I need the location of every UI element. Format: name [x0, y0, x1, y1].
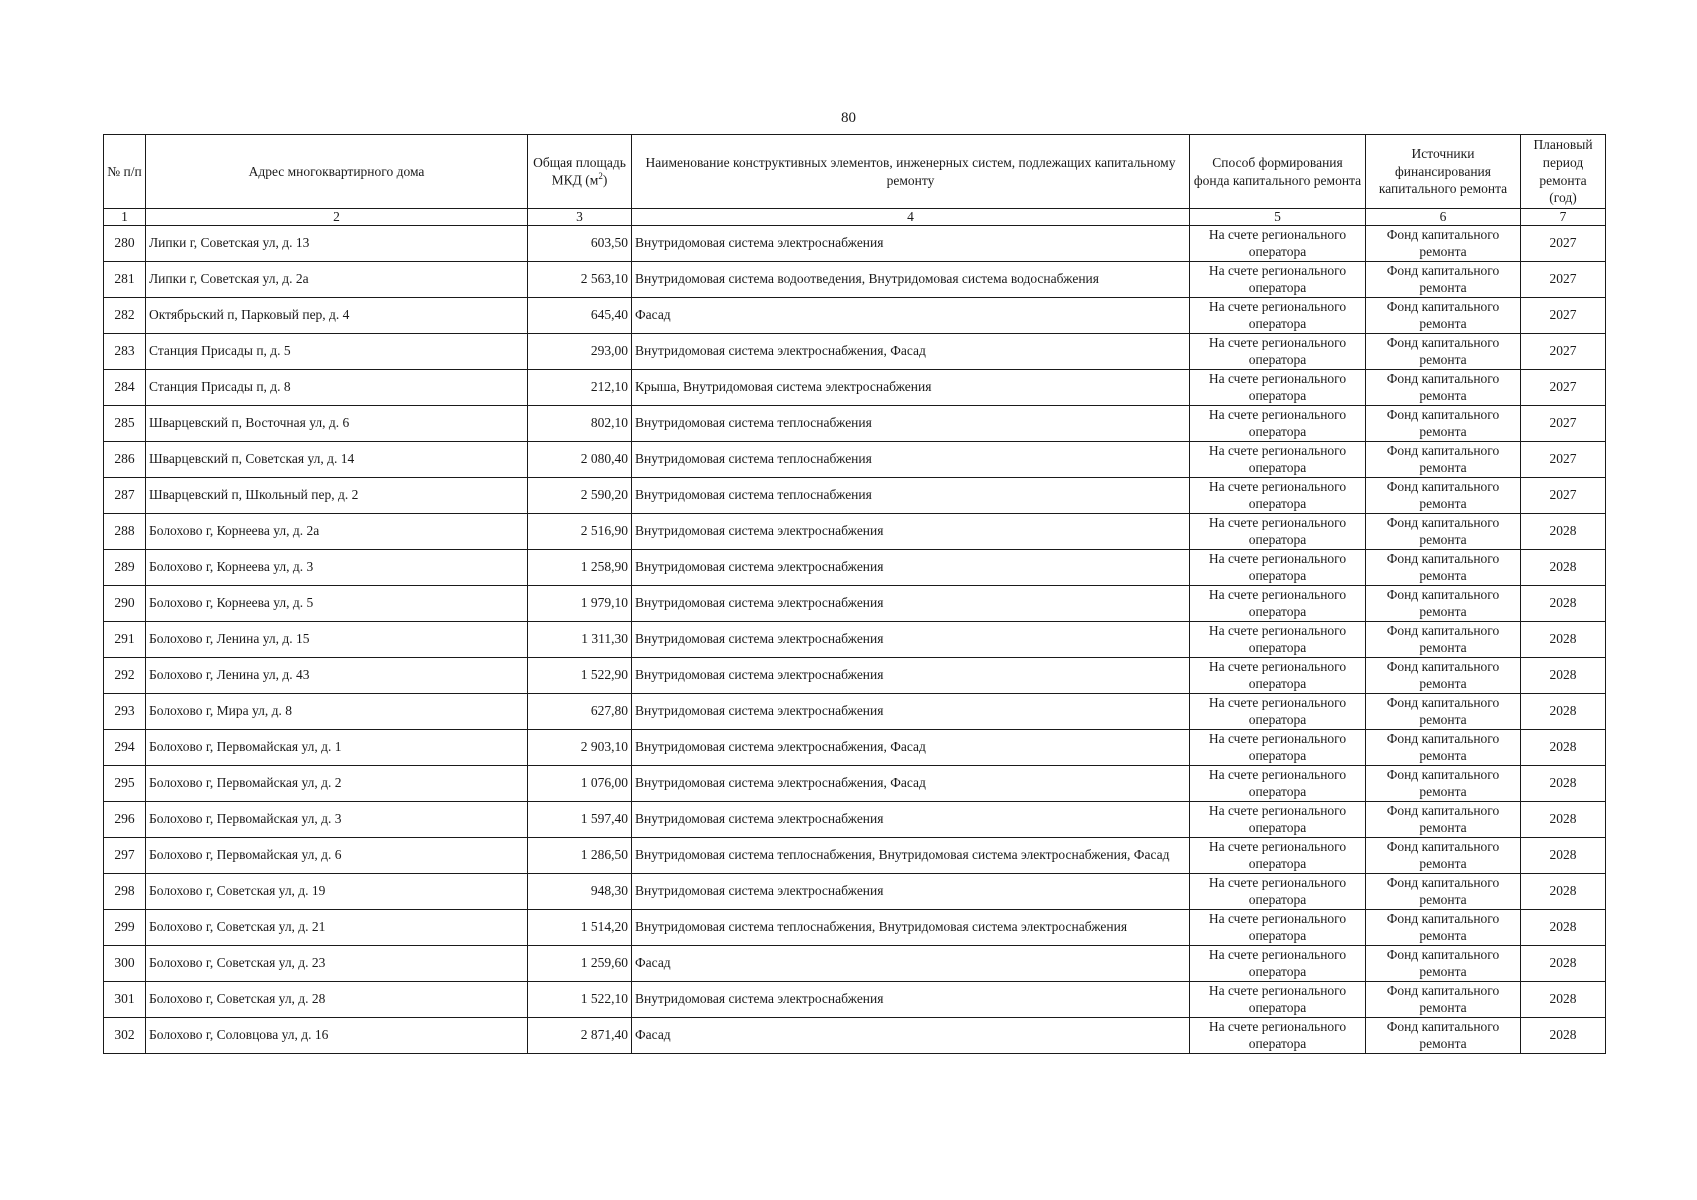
- source-cell: Фонд капитального ремонта: [1366, 478, 1521, 514]
- source-cell: Фонд капитального ремонта: [1366, 838, 1521, 874]
- address-cell: Болохово г, Советская ул, д. 23: [146, 946, 528, 982]
- elements-cell: Внутридомовая система электроснабжения: [632, 622, 1190, 658]
- elements-cell: Внутридомовая система электроснабжения, Фасад: [632, 730, 1190, 766]
- year-cell: 2028: [1521, 1018, 1606, 1054]
- address-cell: Болохово г, Первомайская ул, д. 1: [146, 730, 528, 766]
- method-cell: На счете регионального оператора: [1190, 946, 1366, 982]
- row-number: 288: [104, 514, 146, 550]
- method-cell: На счете регионального оператора: [1190, 550, 1366, 586]
- address-cell: Болохово г, Первомайская ул, д. 2: [146, 766, 528, 802]
- method-cell: На счете регионального оператора: [1190, 334, 1366, 370]
- year-cell: 2027: [1521, 478, 1606, 514]
- address-cell: Болохово г, Корнеева ул, д. 2а: [146, 514, 528, 550]
- repair-registry-table: [103, 134, 1606, 1054]
- source-cell: Фонд капитального ремонта: [1366, 1018, 1521, 1054]
- address-cell: Октябрьский п, Парковый пер, д. 4: [146, 298, 528, 334]
- source-cell: Фонд капитального ремонта: [1366, 406, 1521, 442]
- column-number: 4: [632, 209, 1190, 226]
- table-row: [104, 478, 1606, 514]
- area-cell: 293,00: [528, 334, 632, 370]
- table-row: [104, 586, 1606, 622]
- area-cell: 2 080,40: [528, 442, 632, 478]
- header-area-sup: 2: [598, 171, 603, 182]
- row-number: 289: [104, 550, 146, 586]
- year-cell: 2028: [1521, 622, 1606, 658]
- method-cell: На счете регионального оператора: [1190, 622, 1366, 658]
- table-row: [104, 1018, 1606, 1054]
- year-cell: 2027: [1521, 262, 1606, 298]
- row-number: 292: [104, 658, 146, 694]
- source-cell: Фонд капитального ремонта: [1366, 694, 1521, 730]
- row-number: 296: [104, 802, 146, 838]
- table-row: [104, 622, 1606, 658]
- header-year: Плановый период ремонта (год): [1521, 135, 1606, 209]
- table-row: [104, 946, 1606, 982]
- elements-cell: Внутридомовая система теплоснабжения: [632, 406, 1190, 442]
- table-row: [104, 262, 1606, 298]
- address-cell: Станция Присады п, д. 5: [146, 334, 528, 370]
- area-cell: 802,10: [528, 406, 632, 442]
- year-cell: 2028: [1521, 658, 1606, 694]
- source-cell: Фонд капитального ремонта: [1366, 442, 1521, 478]
- header-elements: Наименование конструктивных элементов, инженерных систем, подлежащих капитальному ремонту: [632, 135, 1190, 209]
- elements-cell: Внутридомовая система электроснабжения: [632, 694, 1190, 730]
- header-area-text: Общая площадь МКД (м: [533, 154, 626, 188]
- area-cell: 2 590,20: [528, 478, 632, 514]
- column-number: 2: [146, 209, 528, 226]
- address-cell: Болохово г, Первомайская ул, д. 6: [146, 838, 528, 874]
- column-number: 1: [104, 209, 146, 226]
- source-cell: Фонд капитального ремонта: [1366, 802, 1521, 838]
- method-cell: На счете регионального оператора: [1190, 766, 1366, 802]
- method-cell: На счете регионального оператора: [1190, 838, 1366, 874]
- method-cell: На счете регионального оператора: [1190, 694, 1366, 730]
- source-cell: Фонд капитального ремонта: [1366, 262, 1521, 298]
- table-row: [104, 226, 1606, 262]
- source-cell: Фонд капитального ремонта: [1366, 514, 1521, 550]
- method-cell: На счете регионального оператора: [1190, 730, 1366, 766]
- elements-cell: Фасад: [632, 1018, 1190, 1054]
- source-cell: Фонд капитального ремонта: [1366, 730, 1521, 766]
- area-cell: 1 258,90: [528, 550, 632, 586]
- year-cell: 2027: [1521, 298, 1606, 334]
- source-cell: Фонд капитального ремонта: [1366, 982, 1521, 1018]
- header-source: Источники финансирования капитального ремонта: [1366, 135, 1521, 209]
- elements-cell: Внутридомовая система теплоснабжения, Внутридомовая система электроснабжения, Фасад: [632, 838, 1190, 874]
- address-cell: Болохово г, Мира ул, д. 8: [146, 694, 528, 730]
- page-number: 80: [841, 110, 856, 126]
- elements-cell: Внутридомовая система электроснабжения: [632, 802, 1190, 838]
- address-cell: Липки г, Советская ул, д. 2а: [146, 262, 528, 298]
- table-row: [104, 334, 1606, 370]
- address-cell: Шварцевский п, Восточная ул, д. 6: [146, 406, 528, 442]
- source-cell: Фонд капитального ремонта: [1366, 622, 1521, 658]
- column-number: 5: [1190, 209, 1366, 226]
- table-row: [104, 550, 1606, 586]
- year-cell: 2028: [1521, 766, 1606, 802]
- method-cell: На счете регионального оператора: [1190, 514, 1366, 550]
- year-cell: 2027: [1521, 442, 1606, 478]
- address-cell: Болохово г, Корнеева ул, д. 3: [146, 550, 528, 586]
- elements-cell: Внутридомовая система электроснабжения: [632, 226, 1190, 262]
- header-area-close: ): [602, 172, 608, 188]
- elements-cell: Внутридомовая система теплоснабжения: [632, 442, 1190, 478]
- area-cell: 1 522,10: [528, 982, 632, 1018]
- area-cell: 2 903,10: [528, 730, 632, 766]
- area-cell: 627,80: [528, 694, 632, 730]
- year-cell: 2028: [1521, 802, 1606, 838]
- year-cell: 2028: [1521, 586, 1606, 622]
- area-cell: 1 597,40: [528, 802, 632, 838]
- header-address: Адрес многоквартирного дома: [146, 135, 528, 209]
- year-cell: 2028: [1521, 874, 1606, 910]
- table-row: [104, 442, 1606, 478]
- area-cell: 2 563,10: [528, 262, 632, 298]
- table-row: [104, 370, 1606, 406]
- row-number: 295: [104, 766, 146, 802]
- source-cell: Фонд капитального ремонта: [1366, 298, 1521, 334]
- area-cell: 1 259,60: [528, 946, 632, 982]
- row-number: 302: [104, 1018, 146, 1054]
- year-cell: 2028: [1521, 946, 1606, 982]
- source-cell: Фонд капитального ремонта: [1366, 370, 1521, 406]
- column-number-row: [104, 209, 1606, 226]
- area-cell: 1 286,50: [528, 838, 632, 874]
- row-number: 293: [104, 694, 146, 730]
- table-row: [104, 982, 1606, 1018]
- elements-cell: Внутридомовая система электроснабжения: [632, 874, 1190, 910]
- source-cell: Фонд капитального ремонта: [1366, 334, 1521, 370]
- row-number: 301: [104, 982, 146, 1018]
- row-number: 287: [104, 478, 146, 514]
- year-cell: 2027: [1521, 370, 1606, 406]
- method-cell: На счете регионального оператора: [1190, 406, 1366, 442]
- address-cell: Болохово г, Соловцова ул, д. 16: [146, 1018, 528, 1054]
- address-cell: Болохово г, Советская ул, д. 19: [146, 874, 528, 910]
- header-area: [528, 135, 632, 209]
- area-cell: 603,50: [528, 226, 632, 262]
- area-cell: 2 871,40: [528, 1018, 632, 1054]
- area-cell: 1 311,30: [528, 622, 632, 658]
- year-cell: 2028: [1521, 514, 1606, 550]
- elements-cell: Внутридомовая система водоотведения, Внутридомовая система водоснабжения: [632, 262, 1190, 298]
- method-cell: На счете регионального оператора: [1190, 802, 1366, 838]
- address-cell: Шварцевский п, Школьный пер, д. 2: [146, 478, 528, 514]
- column-number: 6: [1366, 209, 1521, 226]
- source-cell: Фонд капитального ремонта: [1366, 766, 1521, 802]
- elements-cell: Внутридомовая система теплоснабжения, Внутридомовая система электроснабжения: [632, 910, 1190, 946]
- address-cell: Липки г, Советская ул, д. 13: [146, 226, 528, 262]
- address-cell: Болохово г, Советская ул, д. 28: [146, 982, 528, 1018]
- elements-cell: Внутридомовая система электроснабжения, Фасад: [632, 334, 1190, 370]
- year-cell: 2028: [1521, 730, 1606, 766]
- row-number: 291: [104, 622, 146, 658]
- elements-cell: Крыша, Внутридомовая система электроснабжения: [632, 370, 1190, 406]
- table-row: [104, 658, 1606, 694]
- method-cell: На счете регионального оператора: [1190, 586, 1366, 622]
- method-cell: На счете регионального оператора: [1190, 298, 1366, 334]
- row-number: 281: [104, 262, 146, 298]
- method-cell: На счете регионального оператора: [1190, 478, 1366, 514]
- table-row: [104, 694, 1606, 730]
- address-cell: Болохово г, Корнеева ул, д. 5: [146, 586, 528, 622]
- area-cell: 645,40: [528, 298, 632, 334]
- method-cell: На счете регионального оператора: [1190, 442, 1366, 478]
- year-cell: 2027: [1521, 334, 1606, 370]
- source-cell: Фонд капитального ремонта: [1366, 874, 1521, 910]
- column-number: 3: [528, 209, 632, 226]
- address-cell: Станция Присады п, д. 8: [146, 370, 528, 406]
- row-number: 298: [104, 874, 146, 910]
- header-num: № п/п: [104, 135, 146, 209]
- source-cell: Фонд капитального ремонта: [1366, 946, 1521, 982]
- address-cell: Шварцевский п, Советская ул, д. 14: [146, 442, 528, 478]
- address-cell: Болохово г, Советская ул, д. 21: [146, 910, 528, 946]
- address-cell: Болохово г, Ленина ул, д. 43: [146, 658, 528, 694]
- table-row: [104, 514, 1606, 550]
- table-body: [104, 226, 1606, 1054]
- elements-cell: Внутридомовая система электроснабжения, Фасад: [632, 766, 1190, 802]
- method-cell: На счете регионального оператора: [1190, 658, 1366, 694]
- source-cell: Фонд капитального ремонта: [1366, 586, 1521, 622]
- method-cell: На счете регионального оператора: [1190, 226, 1366, 262]
- row-number: 286: [104, 442, 146, 478]
- area-cell: 1 979,10: [528, 586, 632, 622]
- year-cell: 2028: [1521, 694, 1606, 730]
- table-row: [104, 730, 1606, 766]
- source-cell: Фонд капитального ремонта: [1366, 910, 1521, 946]
- table-row: [104, 766, 1606, 802]
- area-cell: 212,10: [528, 370, 632, 406]
- row-number: 290: [104, 586, 146, 622]
- area-cell: 2 516,90: [528, 514, 632, 550]
- header-row: [104, 135, 1606, 209]
- year-cell: 2027: [1521, 226, 1606, 262]
- row-number: 284: [104, 370, 146, 406]
- method-cell: На счете регионального оператора: [1190, 910, 1366, 946]
- row-number: 300: [104, 946, 146, 982]
- elements-cell: Внутридомовая система электроснабжения: [632, 658, 1190, 694]
- table-row: [104, 910, 1606, 946]
- table-row: [104, 802, 1606, 838]
- source-cell: Фонд капитального ремонта: [1366, 550, 1521, 586]
- table-row: [104, 874, 1606, 910]
- row-number: 283: [104, 334, 146, 370]
- elements-cell: Фасад: [632, 298, 1190, 334]
- source-cell: Фонд капитального ремонта: [1366, 226, 1521, 262]
- elements-cell: Внутридомовая система электроснабжения: [632, 514, 1190, 550]
- method-cell: На счете регионального оператора: [1190, 262, 1366, 298]
- table-row: [104, 406, 1606, 442]
- method-cell: На счете регионального оператора: [1190, 1018, 1366, 1054]
- area-cell: 948,30: [528, 874, 632, 910]
- elements-cell: Внутридомовая система электроснабжения: [632, 550, 1190, 586]
- elements-cell: Внутридомовая система теплоснабжения: [632, 478, 1190, 514]
- address-cell: Болохово г, Первомайская ул, д. 3: [146, 802, 528, 838]
- area-cell: 1 514,20: [528, 910, 632, 946]
- address-cell: Болохово г, Ленина ул, д. 15: [146, 622, 528, 658]
- row-number: 299: [104, 910, 146, 946]
- year-cell: 2028: [1521, 982, 1606, 1018]
- row-number: 297: [104, 838, 146, 874]
- row-number: 285: [104, 406, 146, 442]
- year-cell: 2028: [1521, 910, 1606, 946]
- row-number: 294: [104, 730, 146, 766]
- area-cell: 1 522,90: [528, 658, 632, 694]
- row-number: 280: [104, 226, 146, 262]
- header-method: Способ формирования фонда капитального ремонта: [1190, 135, 1366, 209]
- year-cell: 2028: [1521, 550, 1606, 586]
- area-cell: 1 076,00: [528, 766, 632, 802]
- table-row: [104, 838, 1606, 874]
- column-number: 7: [1521, 209, 1606, 226]
- elements-cell: Фасад: [632, 946, 1190, 982]
- table-row: [104, 298, 1606, 334]
- method-cell: На счете регионального оператора: [1190, 370, 1366, 406]
- row-number: 282: [104, 298, 146, 334]
- year-cell: 2027: [1521, 406, 1606, 442]
- year-cell: 2028: [1521, 838, 1606, 874]
- elements-cell: Внутридомовая система электроснабжения: [632, 982, 1190, 1018]
- method-cell: На счете регионального оператора: [1190, 874, 1366, 910]
- source-cell: Фонд капитального ремонта: [1366, 658, 1521, 694]
- method-cell: На счете регионального оператора: [1190, 982, 1366, 1018]
- elements-cell: Внутридомовая система электроснабжения: [632, 586, 1190, 622]
